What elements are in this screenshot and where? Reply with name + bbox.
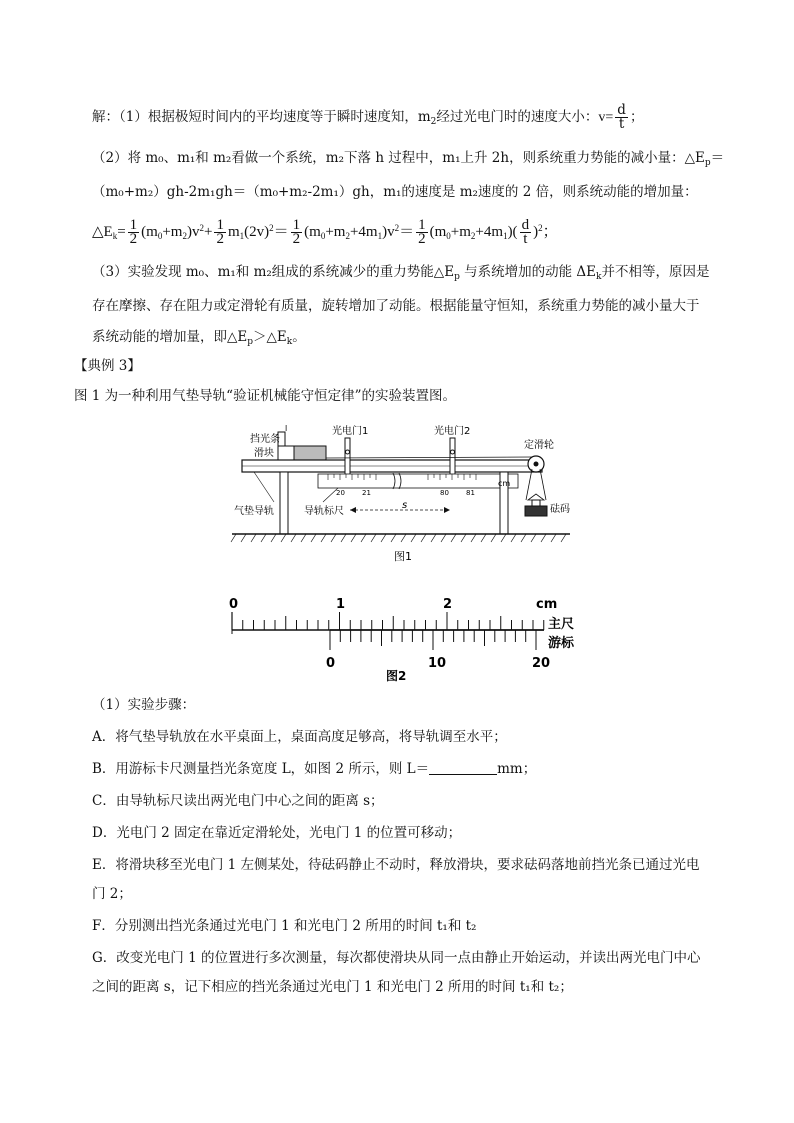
subscript: k: [112, 231, 118, 241]
step-c: C．由导轨标尺读出两光电门中心之间的距离 s；: [92, 793, 384, 809]
tick-80: 80: [440, 489, 449, 497]
solution-part1: [92, 104, 643, 132]
term: ): [533, 224, 539, 240]
term: m: [227, 224, 240, 240]
vernier-tick-20: 20: [532, 656, 551, 671]
figure2-caption: 图2: [386, 669, 407, 682]
numerator: 1: [216, 217, 224, 234]
step-f: F．分别测出挡光条通过光电门 1 和光电门 2 所用的时间 t₁和 t₂: [92, 918, 477, 934]
label-ruler: 导轨标尺: [304, 506, 344, 517]
text: 系统动能的增加量，即△E: [92, 329, 248, 345]
subscript: k: [596, 272, 602, 282]
unit-cm: cm: [536, 597, 558, 612]
label-rail: 气垫导轨: [234, 506, 274, 517]
answer-blank[interactable]: [429, 760, 497, 775]
subscript: 2: [430, 117, 437, 127]
term: +4m: [475, 224, 504, 240]
text: 。: [292, 329, 306, 345]
solution-part2-line2: [92, 182, 698, 202]
step-g-line1: G．改变光电门 1 的位置进行多次测量，每次都使滑块从同一点由静止开始运动，并读出两光电门中心: [92, 950, 701, 966]
term: (m: [304, 224, 321, 240]
text: 与系统增加的动能 ΔE: [459, 264, 597, 280]
text: （3）实验发现 m₀、m₁和 m₂组成的系统减少的重力势能△E: [92, 264, 455, 280]
numerator: d: [617, 102, 626, 118]
support-left: [280, 472, 288, 534]
tick-21: 21: [362, 489, 371, 497]
term: (m: [429, 224, 447, 240]
text: 解：（1）根据极短时间内的平均速度等于瞬时速度知，m: [92, 109, 431, 125]
fraction-d-over-t: [520, 219, 532, 246]
example-intro: 图 1 为一种利用气垫导轨“验证机械能守恒定律”的实验装置图。: [74, 388, 456, 404]
fraction-half: [291, 219, 303, 246]
weight: [525, 506, 547, 516]
step-d: D．光电门 2 固定在靠近定滑轮处，光电门 1 的位置可移动；: [92, 825, 462, 841]
numerator: 1: [418, 217, 426, 234]
text: ＞△E: [253, 329, 287, 345]
solution-part3-line2: [92, 296, 700, 316]
step-b: [92, 759, 536, 779]
label-cm: cm: [498, 479, 511, 488]
solution-part3-line1: [92, 262, 709, 287]
vernier-tick-10: 10: [428, 656, 447, 671]
vernier-tick-0: 0: [326, 656, 336, 671]
term: +4m: [349, 224, 378, 240]
steps-heading: （1）实验步骤：: [92, 697, 196, 713]
kinetic-energy-equation: $\triangle E_k=$ $\frac{1}{2}$ $(m_0+m_2)v^2+$ $\frac{1}{2}$ $m_1(2v)^2=$ $\frac{1}{2}$ $(m_0+m_2+4m_1)v^2=$ $\frac{1}{2}$ $(m_0+m_2+4m_1)$( $\frac{d}{t}$ )$^2$；: [92, 217, 558, 248]
term: +m: [325, 224, 346, 240]
text: ＝: [710, 150, 725, 166]
denominator: 2: [216, 231, 224, 248]
fraction-half: [416, 219, 428, 246]
figure2-vernier: [222, 590, 592, 682]
text: 并不相等，原因是: [601, 264, 710, 280]
term: )v: [382, 224, 395, 240]
figure1-apparatus: [228, 418, 574, 568]
main-scale-label: 主尺: [548, 617, 575, 632]
step-g-line2: 之间的距离 s，记下相应的挡光条通过光电门 1 和光电门 2 所用的时间 t₁和 t₂；: [92, 979, 573, 995]
text: （2）将 m₀、m₁和 m₂看做一个系统，m₂下落 h 过程中，m₁上升 2h，则系统重力势能的减小量：△E: [92, 150, 705, 166]
label-pulley: 定滑轮: [524, 440, 554, 451]
example-heading: 【典例 3】: [74, 358, 141, 374]
numerator: 1: [129, 217, 138, 234]
text: ；: [629, 109, 644, 125]
denominator: t: [523, 231, 528, 248]
rail-scale: [318, 474, 518, 488]
label-l: l: [285, 424, 288, 433]
text: B．用游标卡尺测量挡光条宽度 L，如图 2 所示，则 L＝: [92, 761, 430, 777]
text: mm；: [497, 761, 537, 777]
label-slider: 滑块: [254, 448, 274, 459]
numerator: d: [521, 217, 530, 234]
denominator: t: [618, 116, 625, 132]
term: ；: [542, 224, 558, 240]
term: (2v): [244, 224, 270, 240]
main-label-1: 1: [336, 597, 346, 612]
subscript: k: [286, 337, 293, 347]
fraction-half: [128, 219, 140, 246]
vernier-label: 游标: [548, 636, 575, 651]
text: 存在摩擦、存在阻力或定滑轮有质量，旋转增加了动能。根据能量守恒知，系统重力势能的减小量大于: [92, 298, 700, 314]
step-e-line2: 门 2；: [92, 886, 132, 902]
string: [326, 457, 532, 458]
main-label-0: 0: [229, 597, 239, 612]
step-a: A．将气垫导轨放在水平桌面上，桌面高度足够高，将导轨调至水平；: [92, 729, 507, 745]
term: )(: [507, 224, 518, 240]
tick-81: 81: [466, 489, 475, 497]
denominator: 2: [129, 231, 138, 248]
slider-front: [278, 446, 294, 460]
figure1-caption: 图1: [394, 550, 412, 563]
denominator: 2: [418, 231, 426, 248]
term: )v: [186, 224, 200, 240]
formula-v: v=: [598, 110, 614, 125]
label-gate2: 光电门2: [434, 426, 471, 437]
label-light-strip: 挡光条: [250, 434, 280, 445]
term: +m: [162, 224, 183, 240]
label-s: s: [402, 500, 408, 511]
label-weight: 砝码: [550, 504, 570, 515]
solution-part2-line1: [92, 148, 724, 173]
text: （m₀+m₂）gh-2m₁gh＝（m₀+m₂-2m₁）gh，m₁的速度是 m₂速度的 2 倍，则系统动能的增加量：: [92, 184, 698, 200]
subscript: p: [704, 158, 711, 168]
slider-block: [294, 446, 326, 460]
tick-20: 20: [336, 489, 345, 497]
main-label-2: 2: [443, 597, 453, 612]
numerator: 1: [292, 217, 301, 234]
denominator: 2: [292, 231, 301, 248]
label-gate1: 光电门1: [332, 426, 369, 437]
term: (m: [141, 224, 158, 240]
subscript: p: [454, 272, 460, 282]
fraction-half: [214, 219, 226, 246]
step-e-line1: E．将滑块移至光电门 1 左侧某处，待砝码静止不动时，释放滑块，要求砝码落地前挡光条已通过光电: [92, 857, 700, 873]
text: 经过光电门时的速度大小：: [436, 109, 599, 125]
term: +m: [450, 224, 471, 240]
subscript: p: [247, 337, 254, 347]
delta-e: △E: [92, 224, 113, 240]
photogate-2: [450, 438, 455, 478]
fraction-d-over-t: [615, 104, 628, 131]
solution-part3-line3: [92, 327, 306, 352]
